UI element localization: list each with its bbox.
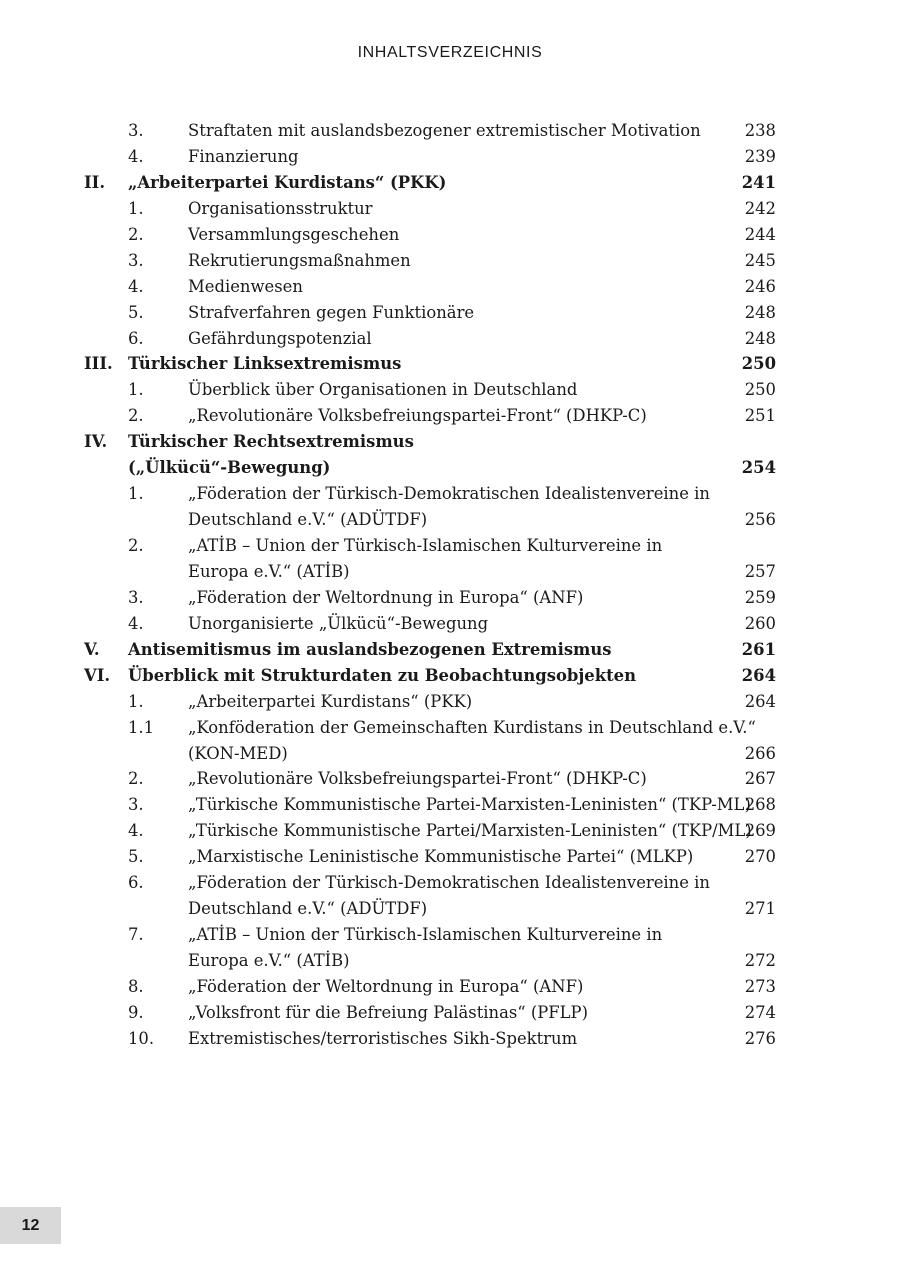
toc-entry-page: 242 bbox=[744, 198, 776, 218]
toc-entry-page: 256 bbox=[744, 510, 776, 530]
toc-entry-title: „Volksfront für die Befreiung Palästinas“ (PFLP) bbox=[188, 1002, 588, 1022]
toc-entry-line bbox=[0, 196, 900, 222]
toc-entry-line bbox=[0, 715, 900, 741]
toc-entry-page: 251 bbox=[744, 406, 776, 426]
toc-entry-page: 270 bbox=[744, 847, 776, 867]
toc-entry-page: 239 bbox=[744, 146, 776, 166]
toc-entry-line bbox=[0, 118, 900, 144]
toc-entry-number: 1.1 bbox=[128, 717, 155, 737]
toc-entry-title: Deutschland e.V.“ (ADÜTDF) bbox=[188, 899, 428, 919]
toc-entry-page: 269 bbox=[744, 821, 776, 841]
toc-entry-line bbox=[0, 403, 900, 429]
toc-entry-title: „Föderation der Weltordnung in Europa“ (ANF) bbox=[188, 976, 584, 996]
toc-entry-line bbox=[0, 300, 900, 326]
toc-entry-line bbox=[0, 974, 900, 1000]
toc-entry-page: 273 bbox=[744, 976, 776, 996]
toc-entry-number: 4. bbox=[128, 613, 144, 633]
toc-entry-title: Türkischer Linksextremismus bbox=[128, 354, 402, 374]
toc-entry-title: Extremistisches/terroristisches Sikh-Spektrum bbox=[188, 1028, 578, 1048]
toc-entry-number: 7. bbox=[128, 925, 144, 945]
toc-entry-title: („Ülkücü“-Bewegung) bbox=[128, 458, 331, 478]
toc-entry-page: 276 bbox=[744, 1028, 776, 1048]
toc-entry-number: 3. bbox=[128, 250, 144, 270]
table-of-contents bbox=[0, 118, 900, 1052]
toc-entry-title: „Föderation der Türkisch-Demokratischen Idealistenvereine in bbox=[188, 873, 710, 893]
toc-entry-title: Finanzierung bbox=[188, 146, 299, 166]
toc-section-line bbox=[0, 663, 900, 689]
toc-entry-page: 238 bbox=[744, 121, 776, 140]
toc-entry-page: 274 bbox=[744, 1002, 776, 1022]
toc-entry-title: Straftaten mit auslandsbezogener extremistischer Motivation bbox=[188, 121, 701, 140]
toc-entry-title: Strafverfahren gegen Funktionäre bbox=[188, 302, 475, 322]
toc-entry-page: 259 bbox=[744, 587, 776, 607]
toc-entry-title: Europa e.V.“ (ATİB) bbox=[188, 951, 350, 970]
toc-entry-number: 2. bbox=[128, 406, 144, 426]
toc-entry-number: 2. bbox=[128, 536, 144, 555]
toc-entry-title: „Marxistische Leninistische Kommunistische Partei“ (MLKP) bbox=[188, 847, 694, 867]
toc-entry-number: 3. bbox=[128, 121, 144, 140]
toc-entry-line bbox=[0, 144, 900, 170]
toc-entry-title: „Revolutionäre Volksbefreiungspartei-Front“ (DHKP-C) bbox=[188, 769, 647, 789]
toc-entry-number: 5. bbox=[128, 302, 144, 322]
toc-entry-page: 266 bbox=[744, 743, 776, 763]
toc-entry-line bbox=[0, 1026, 900, 1052]
toc-entry-line bbox=[0, 896, 900, 922]
toc-entry-line bbox=[0, 818, 900, 844]
toc-entry-line bbox=[0, 741, 900, 767]
toc-entry-number: 4. bbox=[128, 146, 144, 166]
toc-entry-number: 4. bbox=[128, 821, 144, 841]
toc-entry-page: 241 bbox=[741, 172, 776, 192]
toc-entry-number: II. bbox=[84, 172, 106, 192]
toc-entry-title: Europa e.V.“ (ATİB) bbox=[188, 561, 350, 581]
toc-entry-page: 267 bbox=[744, 769, 776, 789]
toc-section-line bbox=[0, 429, 900, 455]
toc-entry-page: 246 bbox=[744, 276, 776, 296]
toc-entry-title: Unorganisierte „Ülkücü“-Bewegung bbox=[188, 613, 489, 633]
toc-entry-number: 3. bbox=[128, 587, 144, 607]
toc-entry-page: 264 bbox=[741, 665, 776, 685]
toc-entry-number: V. bbox=[84, 639, 100, 659]
toc-entry-number: 5. bbox=[128, 847, 144, 867]
toc-entry-line bbox=[0, 922, 900, 948]
toc-entry-line bbox=[0, 274, 900, 300]
toc-entry-page: 254 bbox=[741, 458, 776, 478]
toc-entry-page: 264 bbox=[744, 691, 776, 711]
toc-entry-number: 6. bbox=[128, 328, 144, 348]
toc-entry-line bbox=[0, 1000, 900, 1026]
toc-entry-title: Türkischer Rechtsextremismus bbox=[128, 432, 414, 452]
toc-entry-title: Rekrutierungsmaßnahmen bbox=[188, 250, 411, 270]
toc-entry-page: 248 bbox=[744, 328, 776, 348]
toc-entry-title: „Arbeiterpartei Kurdistans“ (PKK) bbox=[128, 172, 447, 192]
toc-entry-title: „Föderation der Weltordnung in Europa“ (ANF) bbox=[188, 587, 584, 607]
toc-section-line bbox=[0, 455, 900, 481]
toc-entry-number: VI. bbox=[84, 665, 111, 685]
toc-entry-line bbox=[0, 792, 900, 818]
toc-entry-line bbox=[0, 377, 900, 403]
toc-entry-title: „Türkische Kommunistische Partei/Marxisten-Leninisten“ (TKP/ML) bbox=[188, 821, 752, 841]
toc-entry-title: „Revolutionäre Volksbefreiungspartei-Front“ (DHKP-C) bbox=[188, 406, 647, 426]
toc-entry-page: 261 bbox=[741, 639, 776, 659]
toc-entry-title: (KON-MED) bbox=[188, 743, 288, 763]
toc-entry-page: 250 bbox=[744, 380, 776, 400]
toc-entry-number: 3. bbox=[128, 795, 144, 815]
toc-entry-number: 1. bbox=[128, 484, 144, 504]
toc-entry-title: Deutschland e.V.“ (ADÜTDF) bbox=[188, 510, 428, 530]
toc-entry-line bbox=[0, 766, 900, 792]
toc-entry-title: „ATİB – Union der Türkisch-Islamischen Kulturvereine in bbox=[188, 536, 663, 555]
toc-entry-title: „Föderation der Türkisch-Demokratischen Idealistenvereine in bbox=[188, 484, 710, 504]
toc-entry-line bbox=[0, 222, 900, 248]
toc-entry-line bbox=[0, 611, 900, 637]
toc-entry-page: 271 bbox=[744, 899, 776, 919]
toc-entry-title: Überblick mit Strukturdaten zu Beobachtungsobjekten bbox=[128, 665, 637, 685]
toc-entry-number: 9. bbox=[128, 1002, 144, 1022]
toc-entry-number: III. bbox=[84, 354, 113, 374]
toc-entry-page: 250 bbox=[741, 354, 776, 374]
toc-section-line bbox=[0, 351, 900, 377]
toc-entry-page: 260 bbox=[744, 613, 776, 633]
toc-section-line bbox=[0, 637, 900, 663]
toc-entry-number: 2. bbox=[128, 224, 144, 244]
toc-entry-number: 6. bbox=[128, 873, 144, 893]
toc-entry-page: 248 bbox=[744, 302, 776, 322]
toc-entry-title: „Arbeiterpartei Kurdistans“ (PKK) bbox=[188, 691, 473, 711]
toc-entry-number: 1. bbox=[128, 380, 144, 400]
page-header-title: INHALTSVERZEICHNIS bbox=[357, 44, 543, 61]
toc-entry-line bbox=[0, 326, 900, 352]
toc-entry-page: 272 bbox=[744, 951, 776, 970]
toc-entry-number: 1. bbox=[128, 198, 144, 218]
toc-entry-number: 1. bbox=[128, 691, 144, 711]
toc-entry-title: Antisemitismus im auslandsbezogenen Extremismus bbox=[128, 639, 612, 659]
page-number: 12 bbox=[0, 1207, 61, 1244]
toc-entry-number: 10. bbox=[128, 1028, 155, 1048]
toc-entry-title: Versammlungsgeschehen bbox=[188, 224, 400, 244]
toc-entry-number: 4. bbox=[128, 276, 144, 296]
toc-section-line bbox=[0, 170, 900, 196]
toc-entry-line bbox=[0, 948, 900, 974]
toc-entry-title: „Türkische Kommunistische Partei-Marxisten-Leninisten“ (TKP-ML) bbox=[188, 795, 751, 815]
toc-entry-title: Organisationsstruktur bbox=[188, 198, 373, 218]
toc-entry-page: 268 bbox=[744, 795, 776, 815]
toc-entry-title: Gefährdungspotenzial bbox=[188, 328, 372, 348]
toc-entry-title: „ATİB – Union der Türkisch-Islamischen Kulturvereine in bbox=[188, 925, 663, 945]
toc-entry-title: „Konföderation der Gemeinschaften Kurdistans in Deutschland e.V.“ bbox=[188, 717, 756, 737]
toc-entry-page: 244 bbox=[744, 224, 776, 244]
toc-entry-line bbox=[0, 585, 900, 611]
toc-entry-title: Überblick über Organisationen in Deutschland bbox=[188, 380, 578, 400]
toc-entry-number: 8. bbox=[128, 976, 144, 996]
toc-entry-line bbox=[0, 507, 900, 533]
toc-entry-number: IV. bbox=[84, 432, 108, 452]
toc-entry-page: 245 bbox=[744, 250, 776, 270]
toc-entry-line bbox=[0, 248, 900, 274]
toc-entry-line bbox=[0, 689, 900, 715]
toc-entry-page: 257 bbox=[744, 561, 776, 581]
toc-entry-line bbox=[0, 844, 900, 870]
toc-entry-line bbox=[0, 870, 900, 896]
toc-entry-line bbox=[0, 481, 900, 507]
toc-entry-line bbox=[0, 533, 900, 559]
toc-entry-title: Medienwesen bbox=[188, 276, 303, 296]
toc-entry-line bbox=[0, 559, 900, 585]
toc-entry-number: 2. bbox=[128, 769, 144, 789]
